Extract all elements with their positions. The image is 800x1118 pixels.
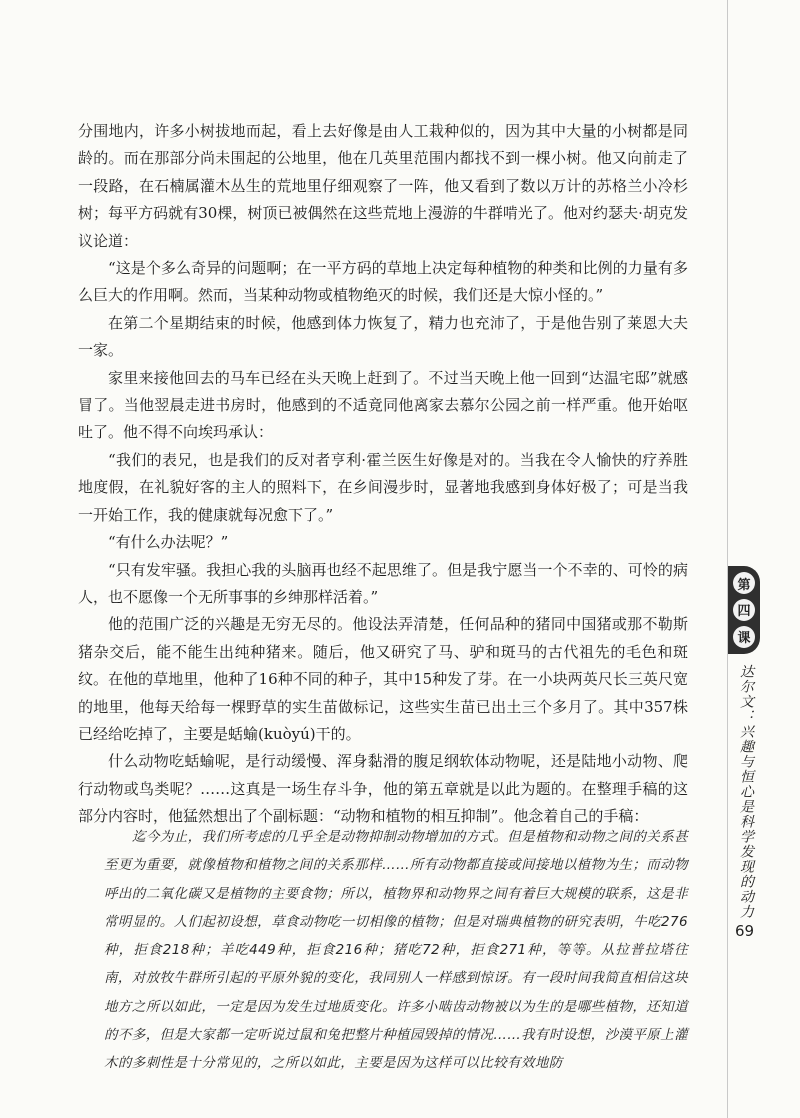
manuscript-quote	[104, 823, 688, 1078]
chapter-side-title: 达尔文：兴趣与恒心是科学发现的动力	[738, 664, 754, 919]
paragraph: “这是个多么奇异的问题啊；在一平方码的草地上决定每种植物的种类和比例的力量有多么巨大的作用啊。然而，当某种动物或植物绝灭的时候，我们还是大惊小怪的。”	[78, 259, 688, 305]
paragraph: 家里来接他回去的马车已经在头天晚上赶到了。不过当天晚上他一回到“达温宅邸”就感冒了。当他翌晨走进书房时，他感到的不适竟同他离家去慕尔公园之前一样严重。他开始呕吐了。他不得不向埃玛承认：	[78, 368, 688, 442]
lesson-char: 第	[733, 572, 755, 594]
paragraph: 他的范围广泛的兴趣是无穷无尽的。他设法弄清楚，任何品种的猪同中国猪或那不勒斯猪杂交后，能不能生出纯种猪来。随后，他又研究了马、驴和斑马的古代祖先的毛色和斑纹。在他的草地里，他种了16种不同的种子，其中15种发了芽。在一小块两英尺长三英尺宽的地里，他每天给每一棵野草的实生苗做标记，这些实生苗已出土三个多月了。其中357株已经给吃掉了，主要是蛞蝓(kuòyú)干的。	[78, 615, 688, 743]
paragraph: “只有发牢骚。我担心我的头脑再也经不起思维了。但是我宁愿当一个不幸的、可怜的病人，也不愿像一个无所事事的乡绅那样活着。”	[78, 560, 688, 606]
paragraph: “有什么办法呢？”	[108, 533, 229, 552]
paragraph: 在第二个星期结束的时候，他感到体力恢复了，精力也充沛了，于是他告别了莱恩大夫一家。	[78, 313, 688, 360]
margin-rule	[727, 0, 728, 1118]
lesson-char: 课	[733, 626, 755, 648]
paragraph: 分围地内，许多小树拔地而起，看上去好像是由人工栽种似的，因为其中大量的小树都是同龄的。而在那部分尚未围起的公地里，他在几英里范围内都找不到一棵小树。他又向前走了一段路，在石楠属灌木丛生的荒地里仔细观察了一阵，他又看到了数以万计的苏格兰小冷杉树；每平方码就有30棵，树顶已被偶然在这些荒地上漫游的牛群啃光了。他对约瑟夫·胡克发议论道：	[78, 122, 688, 250]
lesson-tab	[728, 566, 760, 654]
lesson-char: 四	[733, 599, 755, 621]
quote-paragraph: 迄今为止，我们所考虑的几乎全是动物抑制动物增加的方式。但是植物和动物之间的关系甚至更为重要，就像植物和植物之间的关系那样……所有动物都直接或间接地以植物为生；而动物呼出的二氧化碳又是植物的主要食物；所以，植物界和动物界之间有着巨大规模的联系，这是非常明显的。人们起初设想，草食动物吃一切相像的植物；但是对瑞典植物的研究表明，牛吃276种，拒食218种；羊吃449种，拒食216种；猪吃72种，拒食271种，等等。从拉普拉塔往南，对放牧牛群所引起的平原外貌的变化，我同别人一样感到惊讶。有一段时间我简直相信这块地方之所以如此，一定是因为发生过地质变化。许多小啮齿动物被以为生的是哪些植物，还知道的不多，但是大家都一定听说过鼠和兔把整片种植园毁掉的情况……我有时设想，沙漠平原上灌木的多刺性是十分常见的，之所以如此，主要是因为这样可以比较有效地防	[104, 829, 688, 1072]
main-text	[78, 118, 688, 831]
paragraph: “我们的表兄，也是我们的反对者亨利·霍兰医生好像是对的。当我在令人愉快的疗养胜地度假，在礼貌好客的主人的照料下，在乡间漫步时，显著地我感到身体好极了；可是当我一开始工作，我的健康就每况愈下了。”	[78, 450, 688, 524]
paragraph: 什么动物吃蛞蝓呢，是行动缓慢、浑身黏滑的腹足纲软体动物呢，还是陆地小动物、爬行动物或鸟类呢？……这真是一场生存斗争，他的第五章就是以此为题的。在整理手稿的这部分内容时，他猛然想出了个副标题：“动物和植物的相互抑制”。他念着自己的手稿：	[78, 752, 688, 826]
page-number: 69	[735, 922, 755, 940]
